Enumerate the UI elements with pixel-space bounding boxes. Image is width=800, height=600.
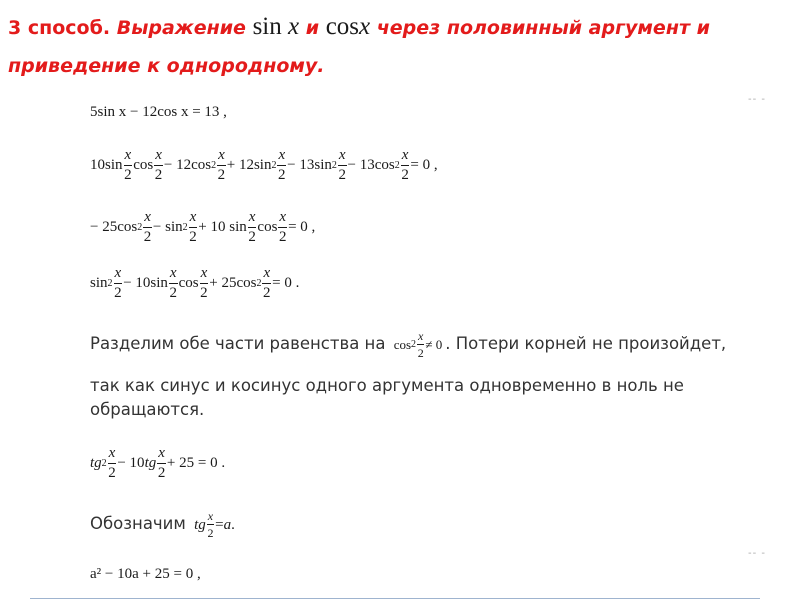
divisor-math: cos 2 $\frac{x}{2}$ ≠ 0	[393, 329, 443, 360]
title-rest: через половинный аргумент и	[376, 17, 710, 39]
title-line-1	[8, 8, 792, 47]
substitution-math: tg $\frac{x}{2}$ = a .	[194, 509, 235, 540]
dash-mark: -- -	[748, 548, 767, 559]
reason-paragraph: так как синус и косинус одного аргумента одновременно в ноль не обращаются.	[90, 376, 684, 419]
title-express: Выражение	[116, 17, 246, 39]
dash-mark: -- -	[748, 94, 767, 105]
equation-3: − 25cos 2 $\frac{x}{2}$ − sin 2 $\frac{x}{2}$ + 10 sin $\frac{x}{2}$ cos $\frac{x}{2}$ = 0 ,	[90, 209, 316, 245]
title-sin: sin x	[252, 13, 300, 40]
equation-2: 10sin $\frac{x}{2}$ cos $\frac{x}{2}$ − 12cos 2 $\frac{x}{2}$ + 12sin 2 $\frac{x}{2}$ − 13sin 2 $\frac{x}{2}$ − 13cos 2 $\frac{x}{2}$ = 0 ,	[90, 147, 438, 183]
title-and: и	[305, 17, 320, 39]
equation-tg: tg 2 $\frac{x}{2}$ − 10 tg $\frac{x}{2}$ + 25 = 0 .	[90, 445, 226, 481]
page-title	[8, 8, 792, 85]
equation-1: 5sin x − 12cos x = 13 ,	[90, 104, 227, 120]
title-line-2: приведение к однородному.	[8, 55, 325, 77]
title-cos: cosx	[325, 13, 371, 40]
divide-paragraph: Разделим обе части равенства на cos 2 $\frac{x}{2}$ ≠ 0 . Потери корней не произойдет,	[90, 329, 727, 360]
equation-quadratic: a² − 10a + 25 = 0 ,	[90, 566, 201, 582]
denote-paragraph: Обозначим tg $\frac{x}{2}$ = a .	[90, 509, 235, 540]
title-method: 3 способ.	[8, 17, 111, 39]
equation-4: sin 2 $\frac{x}{2}$ − 10sin $\frac{x}{2}$ cos $\frac{x}{2}$ + 25cos 2 $\frac{x}{2}$ = 0 .	[90, 265, 300, 301]
bottom-divider	[30, 598, 760, 599]
